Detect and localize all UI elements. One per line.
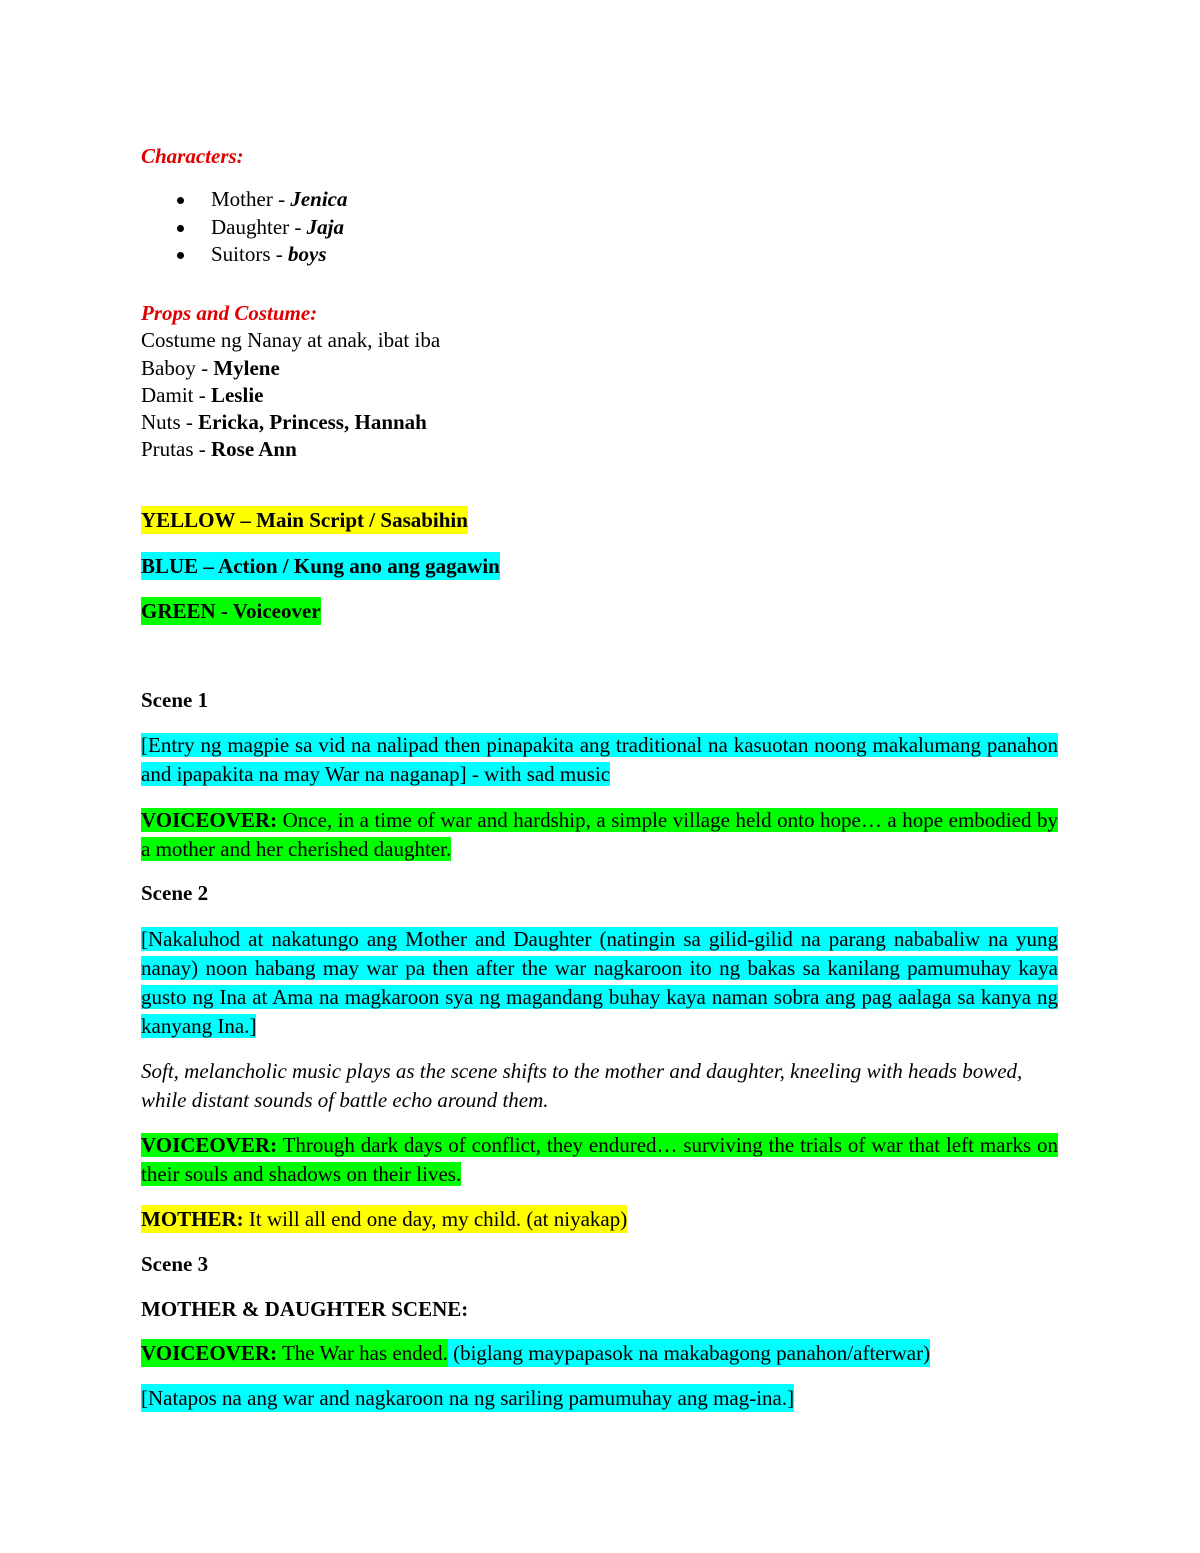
scene-2-mother-line <box>141 1206 627 1232</box>
props-heading: Props and Costume: <box>141 301 318 325</box>
prop-line <box>141 355 280 381</box>
role-label: Daughter - <box>211 214 307 239</box>
prop-owner: Leslie <box>210 383 264 407</box>
scene-3-action: [Natapos na ang war and nagkaroon na ng sariling pamumuhay ang mag-ina.] <box>141 1386 795 1410</box>
scene-2-voiceover <box>141 1131 1058 1189</box>
legend-green: GREEN - Voiceover <box>141 599 321 623</box>
prop-owner: Rose Ann <box>211 437 297 461</box>
voiceover-text: The War has ended. <box>277 1341 448 1365</box>
mother-text: It will all end one day, my child. (at niyakap) <box>243 1207 628 1231</box>
voiceover-label: VOICEOVER: <box>141 808 278 832</box>
list-item <box>141 186 347 214</box>
scene-1-action: [Entry ng magpie sa vid na nalipad then pinapakita ang traditional na kasuotan noong makalumang panahon and ipapakita na may War na naganap] - with sad music <box>141 733 1058 786</box>
scene-2-title: Scene 2 <box>141 881 209 905</box>
actor-name: Jaja <box>306 214 344 239</box>
role-label: Suitors - <box>211 242 289 266</box>
characters-heading: Characters: <box>141 144 244 168</box>
legend-blue: BLUE – Action / Kung ano ang gagawin <box>141 554 500 578</box>
legend-yellow: YELLOW – Main Script / Sasabihin <box>141 508 468 532</box>
voiceover-label: VOICEOVER: <box>141 1133 278 1157</box>
scene-3-voiceover <box>141 1340 930 1366</box>
scene-3-subtitle: MOTHER & DAUGHTER SCENE: <box>141 1297 469 1321</box>
prop-line <box>141 409 427 435</box>
list-item <box>141 241 347 269</box>
prop-label: Nuts - <box>141 410 199 434</box>
prop-label: Prutas - <box>141 437 211 461</box>
mother-label: MOTHER: <box>141 1207 244 1231</box>
voiceover-action: (biglang maypapasok na makabagong panahon/afterwar) <box>447 1341 931 1365</box>
list-item <box>141 214 347 242</box>
voiceover-label: VOICEOVER: <box>141 1341 278 1365</box>
prop-owner: Ericka, Princess, Hannah <box>198 410 427 434</box>
scene-3-title: Scene 3 <box>141 1252 209 1276</box>
prop-line <box>141 382 263 408</box>
scene-2-direction: Soft, melancholic music plays as the scene shifts to the mother and daughter, kneeling with heads bowed, while distant sounds of battle echo around them. <box>141 1059 1023 1112</box>
scene-1-title: Scene 1 <box>141 688 209 712</box>
prop-line <box>141 436 297 462</box>
scene-1-voiceover <box>141 806 1058 864</box>
role-label: Mother - <box>211 187 291 211</box>
characters-list <box>141 186 347 269</box>
actor-name: Jenica <box>290 187 348 211</box>
prop-label: Damit - <box>141 383 211 407</box>
scene-2-action: [Nakaluhod at nakatungo ang Mother and Daughter (natingin sa gilid-gilid na parang nababaliw na yung nanay) noon habang may war pa then after the war nagkaroon ito ng bakas sa kanilang pamumuhay kaya gusto ng Ina at Ama na magkaroon sya ng magandang buhay kaya naman sobra ang pag aalaga sa kanya ng kanyang Ina.] <box>141 927 1058 1038</box>
voiceover-text: Once, in a time of war and hardship, a simple village held onto hope… a hope embodied by a mother and her cherished daughter. <box>141 808 1058 861</box>
actor-name: boys <box>288 242 327 266</box>
voiceover-text: Through dark days of conflict, they endured… surviving the trials of war that left marks on their souls and shadows on their lives. <box>141 1133 1058 1186</box>
props-intro: Costume ng Nanay at anak, ibat iba <box>141 328 441 352</box>
prop-label: Baboy - <box>141 356 214 380</box>
prop-owner: Mylene <box>213 356 280 380</box>
